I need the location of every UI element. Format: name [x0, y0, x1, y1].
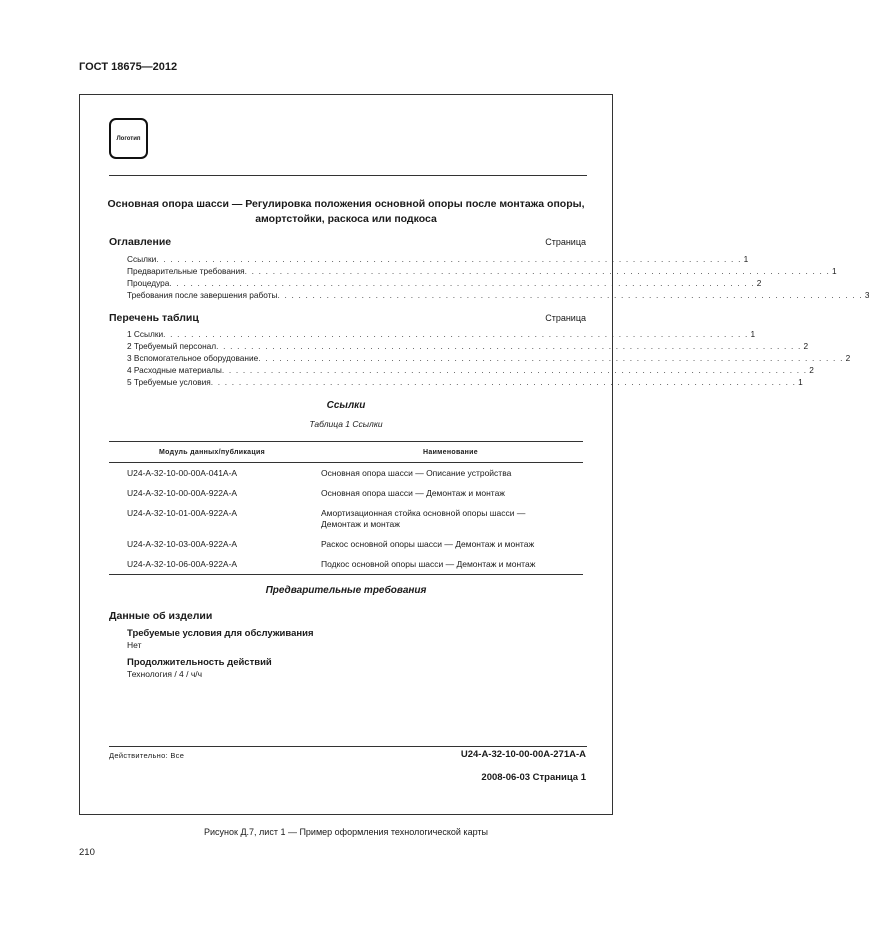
- logo-label: Логотип: [116, 135, 141, 142]
- dot-leader: . . . . . . . . . . . . . . . . . . . . . . . . . . . . . . . . . . . . . . . . . . . . . . . . . . . . . . . . . . . . . . . . . . . . . . . . . . . . . . . . . . . .: [221, 365, 808, 375]
- dot-leader: . . . . . . . . . . . . . . . . . . . . . . . . . . . . . . . . . . . . . . . . . . . . . . . . . . . . . . . . . . . . . . . . . . . . . . . . . . . . . . . . . . . .: [156, 254, 742, 264]
- column-header-module: Модуль данных/публикация: [159, 449, 265, 456]
- date-page: 2008-06-03 Страница 1: [481, 772, 586, 783]
- table-list-item-page: 2: [845, 353, 851, 363]
- ref-code[interactable]: U24-A-32-10-00-00A-041A-A: [127, 468, 238, 478]
- document-title: [90, 197, 602, 227]
- toc-item-text: Требования после завершения работы: [127, 290, 278, 300]
- toc-item[interactable]: [127, 265, 837, 277]
- ref-name: Раскос основной опоры шасси — Демонтаж и монтаж: [321, 539, 535, 549]
- table-top-rule: [109, 441, 583, 442]
- toc-item-page: 1: [743, 254, 749, 264]
- table-list-item-page: 1: [798, 377, 803, 387]
- conditions-value: Нет: [127, 640, 142, 650]
- table-list-item[interactable]: [127, 376, 803, 388]
- toc-item-page: 1: [832, 266, 837, 276]
- toc-item[interactable]: [127, 277, 762, 289]
- duration-title: Продолжительность действий: [127, 657, 272, 668]
- table-list-item-page: 2: [809, 365, 814, 375]
- header-divider: [109, 175, 587, 176]
- tables-list-page-label: Страница: [545, 313, 586, 323]
- table-bottom-rule: [109, 574, 583, 575]
- toc-item[interactable]: [127, 253, 749, 265]
- logo: [109, 118, 148, 159]
- table-list-item-text: 4 Расходные материалы: [127, 365, 222, 375]
- table-list-item-text: 2 Требуемый персонал: [127, 341, 217, 351]
- ref-name-line-1: Амортизационная стойка основной опоры шасси —: [321, 508, 526, 518]
- table-caption: Таблица 1 Ссылки: [309, 419, 383, 429]
- data-module-code: U24-A-32-10-00-00A-271A-A: [460, 749, 586, 760]
- toc-item-page: 3: [864, 290, 869, 300]
- table-list-item-text: 3 Вспомогательное оборудование: [127, 353, 259, 363]
- table-header-rule: [109, 462, 583, 463]
- references-heading: Ссылки: [326, 400, 366, 411]
- toc-item-page: 2: [756, 278, 762, 288]
- conditions-title: Требуемые условия для обслуживания: [127, 628, 314, 639]
- ref-name: Подкос основной опоры шасси — Демонтаж и монтаж: [321, 559, 536, 569]
- footer-divider: [109, 746, 587, 747]
- duration-value: Технология / 4 / ч/ч: [127, 669, 203, 679]
- toc-item[interactable]: [127, 289, 869, 301]
- ref-name-line-2: Демонтаж и монтаж: [321, 519, 400, 529]
- toc-item-text: Ссылки: [127, 254, 157, 264]
- ref-code[interactable]: U24-A-32-10-06-00A-922A-A: [127, 559, 238, 569]
- toc-item-text: Процедура: [127, 278, 170, 288]
- contents-page-label: Страница: [545, 237, 586, 247]
- dot-leader: . . . . . . . . . . . . . . . . . . . . . . . . . . . . . . . . . . . . . . . . . . . . . . . . . . . . . . . . . . . . . . . . . . . . . . . . . . . . . . . . . . . .: [244, 266, 831, 276]
- table-list-item[interactable]: [127, 340, 809, 352]
- dot-leader: . . . . . . . . . . . . . . . . . . . . . . . . . . . . . . . . . . . . . . . . . . . . . . . . . . . . . . . . . . . . . . . . . . . . . . . . . . . . . . . . . . . .: [169, 278, 755, 288]
- ref-name: [321, 508, 525, 530]
- dot-leader: . . . . . . . . . . . . . . . . . . . . . . . . . . . . . . . . . . . . . . . . . . . . . . . . . . . . . . . . . . . . . . . . . . . . . . . . . . . . . . . . . . . .: [258, 353, 844, 363]
- toc-item-text: Предварительные требования: [127, 266, 245, 276]
- ref-code[interactable]: U24-A-32-10-01-00A-922A-A: [127, 508, 238, 518]
- page-number: 210: [79, 847, 95, 858]
- table-list-item-page: 1: [750, 329, 756, 339]
- table-list-item[interactable]: [127, 328, 756, 340]
- contents-heading: Оглавление: [109, 236, 172, 248]
- dot-leader: . . . . . . . . . . . . . . . . . . . . . . . . . . . . . . . . . . . . . . . . . . . . . . . . . . . . . . . . . . . . . . . . . . . . . . . . . . . . . . . . . . . .: [163, 329, 749, 339]
- title-line-1: Основная опора шасси — Регулировка положения основной опоры после монтажа опоры,: [107, 198, 585, 210]
- tables-list-heading: Перечень таблиц: [109, 312, 199, 324]
- product-data-heading: Данные об изделии: [109, 610, 213, 622]
- ref-code[interactable]: U24-A-32-10-03-00A-922A-A: [127, 539, 238, 549]
- ref-code[interactable]: U24-A-32-10-00-00A-922A-A: [127, 488, 238, 498]
- ref-name: Основная опора шасси — Демонтаж и монтаж: [321, 488, 505, 498]
- figure-caption: Рисунок Д.7, лист 1 — Пример оформления технологической карты: [204, 827, 488, 837]
- table-list-item-text: 1 Ссылки: [127, 329, 164, 339]
- standard-header: ГОСТ 18675—2012: [79, 61, 178, 73]
- prereq-heading: Предварительные требования: [265, 585, 427, 596]
- dot-leader: . . . . . . . . . . . . . . . . . . . . . . . . . . . . . . . . . . . . . . . . . . . . . . . . . . . . . . . . . . . . . . . . . . . . . . . . . . . . . . . . . . . .: [210, 377, 797, 387]
- dot-leader: . . . . . . . . . . . . . . . . . . . . . . . . . . . . . . . . . . . . . . . . . . . . . . . . . . . . . . . . . . . . . . . . . . . . . . . . . . . . . . . . . . . .: [216, 341, 802, 351]
- validity-label: Действительно: Все: [109, 751, 185, 760]
- table-list-item[interactable]: [127, 364, 814, 376]
- table-list-item[interactable]: [127, 352, 851, 364]
- column-header-name: Наименование: [423, 449, 478, 456]
- title-line-2: амортстойки, раскоса или подкоса: [255, 213, 437, 225]
- dot-leader: . . . . . . . . . . . . . . . . . . . . . . . . . . . . . . . . . . . . . . . . . . . . . . . . . . . . . . . . . . . . . . . . . . . . . . . . . . . . . . . . . . . .: [277, 290, 863, 300]
- ref-name: Основная опора шасси — Описание устройства: [321, 468, 512, 478]
- table-list-item-text: 5 Требуемые условия: [127, 377, 211, 387]
- table-list-item-page: 2: [803, 341, 809, 351]
